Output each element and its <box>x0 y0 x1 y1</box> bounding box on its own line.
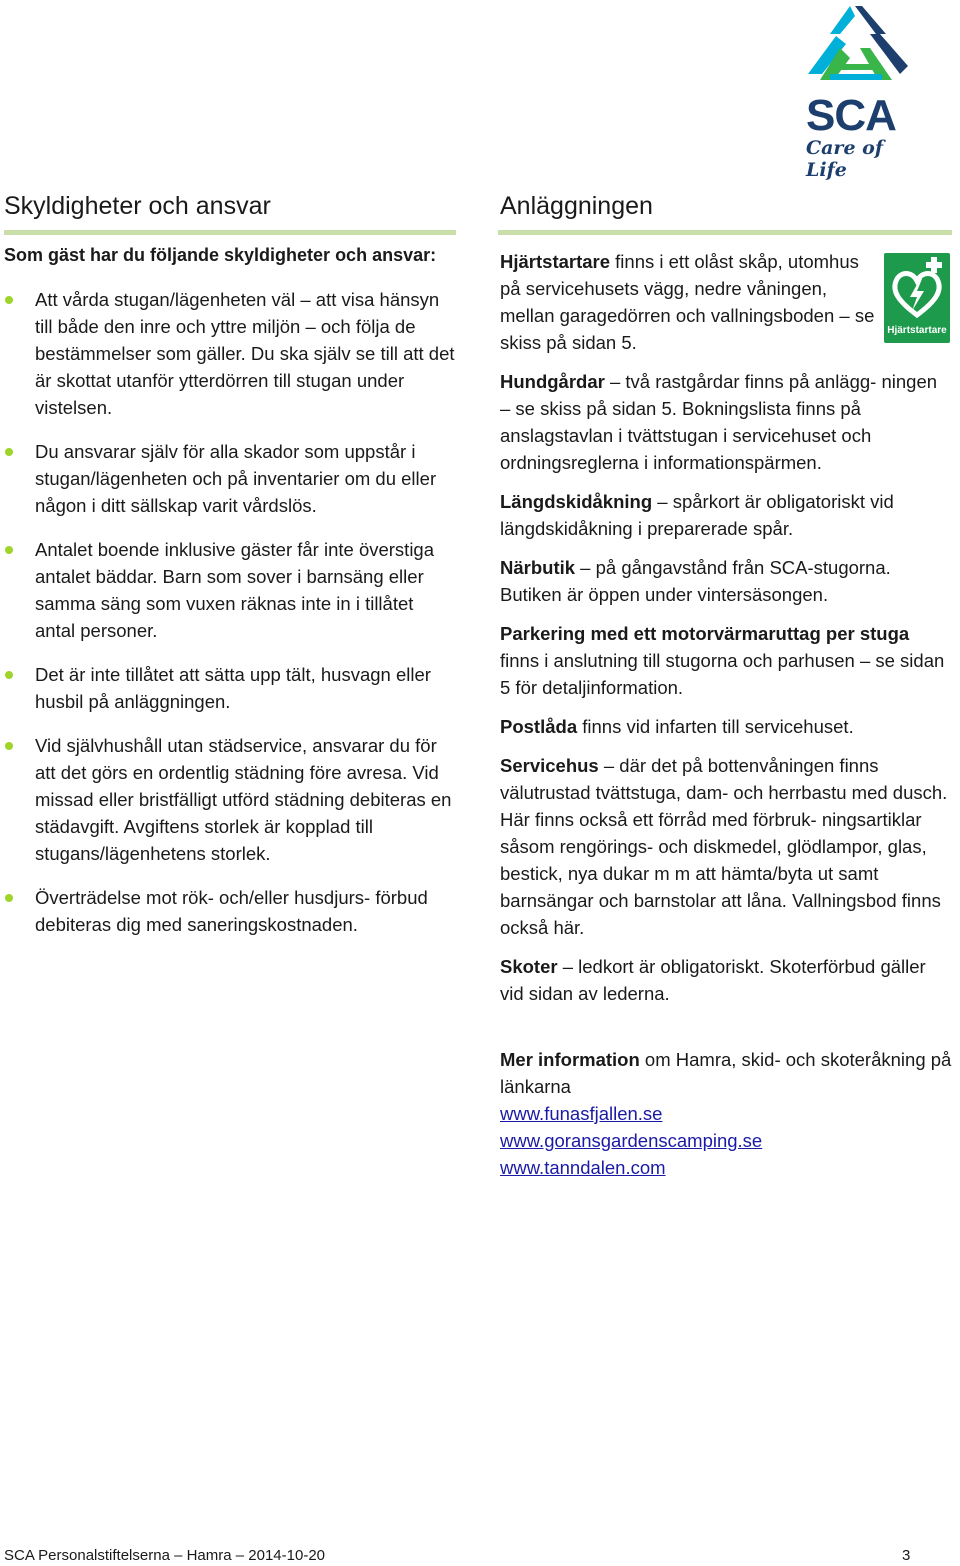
more-info-title: Mer information <box>500 1049 640 1070</box>
facility-entry-snowmobile: Skoter – ledkort är obligatoriskt. Skoterförbud gäller vid sidan av lederna. <box>500 956 926 1004</box>
sca-logo <box>800 4 912 181</box>
list-item: Du ansvarar själv för alla skador som uppstår i stugan/lägenheten och på inventarier om du eller någon i ditt sällskap varit vårdslös. <box>4 438 456 519</box>
defibrillator-sign <box>884 253 950 343</box>
heading-rule <box>498 230 952 235</box>
left-column <box>4 190 456 955</box>
facility-entry-mailbox: Postlåda finns vid infarten till servicehuset. <box>500 716 854 737</box>
logo-tagline: Care of Life <box>806 137 883 181</box>
facility-entry-defibrillator: Hjärtstartare finns i ett olåst skåp, utomhus på servicehusets vägg, nedre våningen, mellan garagedörren och vallningsboden – se skiss på sidan 5. <box>500 251 875 353</box>
logo-brand: SCA <box>806 91 896 140</box>
facility-entry-dog-yards: Hundgårdar – två rastgårdar finns på anlägg- ningen – se skiss på sidan 5. Bokningslista finns på anslagstavlan i tvättstugan i servicehuset och ordningsreglerna i informationspärmen. <box>500 371 938 473</box>
link-funasfjallen[interactable]: www.funasfjallen.se <box>500 1103 663 1124</box>
heading-rule <box>4 230 456 235</box>
list-item: Antalet boende inklusive gäster får inte överstiga antalet bäddar. Barn som sover i barnsäng eller samma säng som vuxen räknas inte in i tillåtet antal personer. <box>4 536 456 644</box>
more-info-text: om Hamra, skid- och skoteråkning på länkarna <box>500 1049 952 1097</box>
defibrillator-label: Hjärtstartare <box>887 325 947 336</box>
facility-entry-shop: Närbutik – på gångavstånd från SCA-stugorna. Butiken är öppen under vintersäsongen. <box>500 557 891 605</box>
list-item: Vid självhushåll utan städservice, ansvarar du för att det görs en ordentlig städning före avresa. Vid missad eller bristfälligt utförd städning debiteras en städavgift. Avgiftens storlek är kopplad till stugans/lägenhetens storlek. <box>4 732 456 867</box>
list-item: Att vårda stugan/lägenheten väl – att visa hänsyn till både den inre och yttre miljön – och följa de bestämmelser som gäller. Du ska själv se till att det är skottat utanför ytterdörren till stugan under vistelsen. <box>4 286 456 421</box>
facility-entry-parking: Parkering med ett motorvärmaruttag per stuga finns i anslutning till stugorna och parhusen – se sidan 5 för detaljinformation. <box>500 623 945 698</box>
more-information <box>500 1046 952 1181</box>
list-item: Det är inte tillåtet att sätta upp tält, husvagn eller husbil på anläggningen. <box>4 661 456 715</box>
facility-entry-cross-country-skiing: Längdskidåkning – spårkort är obligatoriskt vid längdskidåkning i preparerade spår. <box>500 491 894 539</box>
section-heading-responsibilities: Skyldigheter och ansvar <box>4 192 271 220</box>
footer-text: SCA Personalstiftelserna – Hamra – 2014-10-20 <box>4 1547 326 1564</box>
list-item: Överträdelse mot rök- och/eller husdjurs- förbud debiteras dig med saneringskostnaden. <box>4 884 456 938</box>
link-goransgardenscamping[interactable]: www.goransgardenscamping.se <box>500 1130 763 1151</box>
link-tanndalen[interactable]: www.tanndalen.com <box>500 1157 666 1178</box>
responsibilities-list <box>4 286 456 938</box>
page-number: 3 <box>902 1547 911 1564</box>
right-column <box>500 190 952 1181</box>
section-heading-facility: Anläggningen <box>500 192 653 220</box>
facility-entry-service-house: Servicehus – där det på bottenvåningen finns välutrustad tvättstuga, dam- och herrbastu med dusch. Här finns också ett förråd med förbruk- ningsartiklar såsom rengörings- och diskmedel, glödlampor, glas, bestick, nya dukar m m att hämta/byta ut samt barnsängar och barnstolar att låna. Vallningsbod finns också här. <box>500 755 948 938</box>
intro-text: Som gäst har du följande skyldigheter och ansvar: <box>4 245 437 265</box>
